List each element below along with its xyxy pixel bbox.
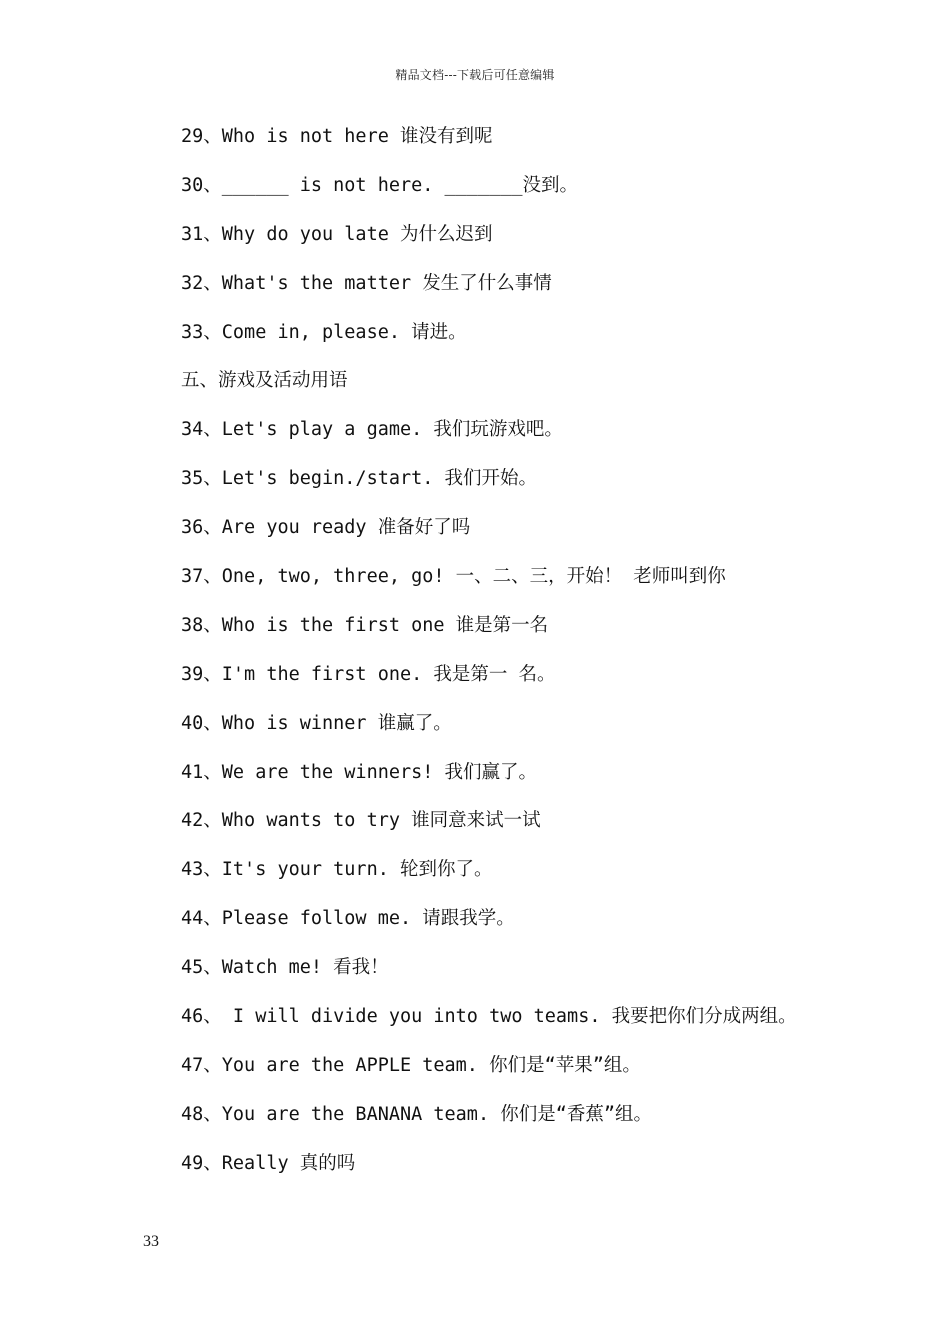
list-item: 38、Who is the first one 谁是第一名 [181,614,549,636]
document-body [181,122,881,1198]
list-item: 30、______ is not here. _______没到。 [181,174,579,196]
list-item: 46、 I will divide you into two teams. 我要把你们分成两组。 [181,1006,797,1028]
page-number: 33 [143,1233,159,1250]
list-item: 43、It's your turn. 轮到你了。 [181,859,493,881]
list-item: 47、You are the APPLE team. 你们是“苹果”组。 [181,1054,641,1076]
list-item: 44、Please follow me. 请跟我学。 [181,908,515,930]
list-item: 32、What's the matter 发生了什么事情 [181,272,552,294]
list-item: 29、Who is not here 谁没有到呢 [181,126,493,147]
section-heading: 五、游戏及活动用语 [181,370,348,392]
list-item: 34、Let's play a game. 我们玩游戏吧。 [181,419,563,441]
list-item: 33、Come in, please. 请进。 [181,321,467,343]
list-item: 31、Why do you late 为什么迟到 [181,223,493,245]
list-item: 41、We are the winners! 我们赢了。 [181,761,538,783]
list-item: 39、I'm the first one. 我是第一 名。 [181,663,556,685]
page-header: 精品文档---下载后可任意编辑 [395,68,555,82]
list-item: 40、Who is winner 谁赢了。 [181,712,452,734]
list-item: 37、One, two, three, go! 一、二、三，开始！ 老师叫到你 [181,566,726,588]
list-item: 42、Who wants to try 谁同意来试一试 [181,810,541,832]
list-item: 45、Watch me! 看我！ [181,957,389,979]
list-item: 35、Let's begin./start. 我们开始。 [181,468,538,490]
list-item: 49、Really 真的吗 [181,1152,356,1174]
list-item: 48、You are the BANANA team. 你们是“香蕉”组。 [181,1103,653,1125]
list-item: 36、Are you ready 准备好了吗 [181,517,471,539]
